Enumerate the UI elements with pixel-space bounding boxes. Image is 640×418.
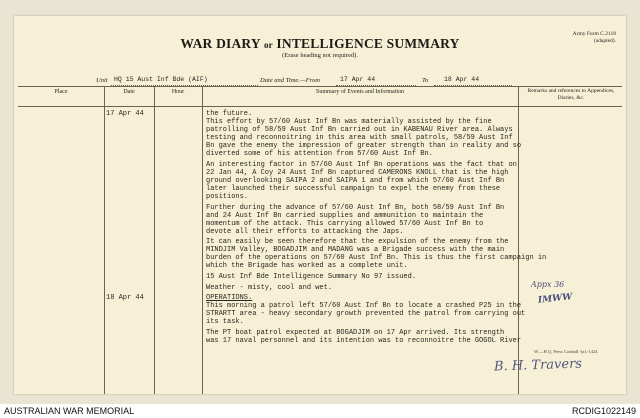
summary-line: was 17 naval personnel and its intention was to reconnoitre the GOGOL River <box>206 337 522 345</box>
summary-line: later launched their successful campaign to expel the enemy from these <box>206 185 501 193</box>
title-intelligence-summary: INTELLIGENCE SUMMARY <box>276 36 460 51</box>
war-diary-sheet <box>14 16 626 394</box>
column-rule-hour <box>202 86 203 394</box>
page-title <box>14 36 626 52</box>
remarks-handwritten-mark: IMWW <box>537 292 573 306</box>
column-header-hour: Hour <box>171 89 185 95</box>
summary-line: diverted some of his attention from 57/60 Aust Inf Bn. <box>206 150 433 158</box>
summary-line: MINDJIM Valley, BOGADJIM and MADANG was a Brigade success with the main <box>206 246 505 254</box>
summary-line: Further during the advance of 57/60 Aust Inf Bn, both 58/59 Aust Inf Bn <box>206 204 505 212</box>
archive-record-id: RCDIG1022149 <box>571 406 636 416</box>
column-header-place: Place <box>54 89 68 95</box>
archive-name: AUSTRALIAN WAR MEMORIAL <box>4 406 135 416</box>
summary-line: devote all their efforts to attacking the Japs. <box>206 228 404 236</box>
column-rule-summary <box>518 86 519 394</box>
column-header-summary: Summary of Events and Information <box>316 89 404 95</box>
summary-line: the future. <box>206 110 253 118</box>
summary-line: Bn gave the enemy the impression of greater strength than in reality and so <box>206 142 522 150</box>
entry-date-17-apr: 17 Apr 44 <box>106 110 144 118</box>
unit-label: Unit <box>96 77 108 84</box>
summary-line: This effort by 57/60 Aust Inf Bn was materially assisted by the fine <box>206 118 492 126</box>
summary-line: An interesting factor in 57/60 Aust Inf Bn operations was the fact that on <box>206 161 517 169</box>
summary-line: 15 Aust Inf Bde Intelligence Summary No 97 issued. <box>206 273 417 281</box>
summary-line: momentum of the attack. This carrying allowed 57/60 Aust Inf Bn to <box>206 220 484 228</box>
summary-line-operations-heading: OPERATIONS. <box>206 294 253 302</box>
to-label: To <box>422 77 429 84</box>
unit-value: HQ 15 Aust Inf Bde (AIF) <box>114 76 208 83</box>
army-form-number: Army Form C.2118 <box>572 31 616 37</box>
column-header-remarks: Remarks and references to Appendices, Diaries, &c. <box>527 88 615 101</box>
printer-note: W.—H.Q. Press Conhall.-(a).-1424 <box>534 349 598 354</box>
summary-line: patrolling of 58/59 Aust Inf Bn carried out in KABENAU River area. Always <box>206 126 513 134</box>
summary-line: This morning a patrol left 57/60 Aust Inf Bn to locate a crashed P25 in the <box>206 302 522 310</box>
summary-line: which the Brigade has worked as a complete unit. <box>206 262 408 270</box>
summary-line: burden of the operations on 57/60 Aust Inf Bn. This is thus the first campaign in <box>206 254 547 262</box>
summary-line: and 24 Aust Inf Bn carried supplies and ammunition to maintain the <box>206 212 484 220</box>
officer-signature: B. H. Travers <box>493 356 583 375</box>
remarks-appendix-ref: Appx 36 <box>531 280 565 289</box>
title-war-diary: WAR DIARY <box>180 36 261 51</box>
summary-line: positions. <box>206 193 249 201</box>
summary-line: It can easily be seen therefore that the expulsion of the enemy from the <box>206 238 509 246</box>
summary-line: Weather - misty, cool and wet. <box>206 284 333 292</box>
archive-footer <box>0 404 640 418</box>
table-top-rule <box>18 86 622 87</box>
table-header-rule <box>18 106 622 107</box>
entry-date-18-apr: 18 Apr 44 <box>106 294 144 302</box>
column-rule-date <box>154 86 155 394</box>
summary-line: ground overlooking SAIPA 2 and SAIPA 1 and from which 57/60 Aust Inf Bn <box>206 177 505 185</box>
column-rule-place <box>104 86 105 394</box>
column-header-date: Date <box>123 89 135 95</box>
summary-line: its task. <box>206 318 244 326</box>
title-subtitle: (Erase heading not required). <box>282 52 358 59</box>
to-value: 18 Apr 44 <box>444 76 480 83</box>
summary-line: STRARTT area - heavy secondary growth prevented the patrol from carrying out <box>206 310 526 318</box>
title-or: or <box>263 40 273 50</box>
summary-line: 22 Jan 44, A Coy 24 Aust Inf Bn captured CAMERONS KNOLL that is the high <box>206 169 509 177</box>
from-value: 17 Apr 44 <box>340 76 376 83</box>
datetime-label: Date and Time.—From <box>260 77 320 84</box>
summary-line: The PT boat patrol expected at BOGADJIM on 17 Apr arrived. Its strength <box>206 329 505 337</box>
army-form-adapted: (adapted). <box>593 38 616 44</box>
summary-line: testing and reconnoitring in this area with small patrols, 58/59 Aust Inf <box>206 134 513 142</box>
